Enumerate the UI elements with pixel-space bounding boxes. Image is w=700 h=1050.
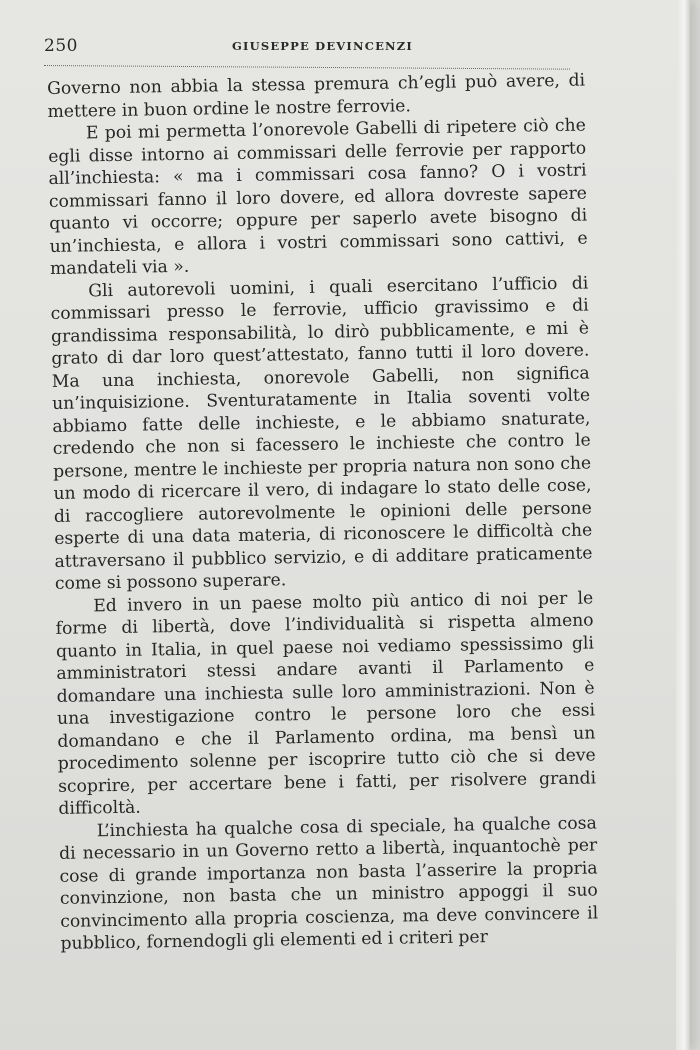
- running-head: [44, 36, 574, 62]
- paragraph-continuation: Governo non abbia la stessa premura ch’egli può avere, di mettere in buon ordine le nostre ferrovie.: [47, 70, 586, 122]
- paragraph: L’inchiesta ha qualche cosa di speciale, ha qualche cosa di necessario in un Governo retto a libertà, inquantochè per cose di grande importanza non basta l’asserire la propria convinzione, non basta che un ministro appoggi il suo convincimento alla propria coscienza, ma deve convincere il pubblico, fornendogli gli elementi ed i criteri per: [59, 812, 599, 954]
- header-rule: [44, 65, 570, 70]
- body-text: [47, 70, 599, 956]
- paragraph: E poi mi permetta l’onorevole Gabelli di ripetere ciò che egli disse intorno ai commissari delle ferrovie per rapporto all’inchiesta: « ma i commissari cosa fanno? O i vostri commissari fanno il loro dovere, ed allora dovreste sapere quanto vi occorre; oppure per saperlo avete bisogno di un’inchiesta, e allora i vostri commissari sono cattivi, e mandateli via ».: [48, 115, 588, 279]
- running-title: GIUSEPPE DEVINCENZI: [232, 39, 413, 53]
- paragraph: Ed invero in un paese molto più antico di noi per le forme di libertà, dove l’individualità si rispetta almeno quanto in Italia, in quel paese noi vediamo spessissimo gli amministratori stessi andare avanti il Parlamento e domandare una inchiesta sulle loro amministrazioni. Non è una investigazione contro le persone loro che essi domandano e che il Parlamento ordina, ma bensì un procedimento solenne per iscoprire tutto ciò che si deve scoprire, per accertare bene i fatti, per risolvere grandi difficoltà.: [55, 587, 597, 819]
- paragraph: Gli autorevoli uomini, i quali esercitano l’ufficio di commissari presso le ferrovie, ufficio gravissimo e di grandissima responsabilità, lo dirò pubblicamente, e mi è grato di dar loro quest’attestato, fanno tutti il loro dovere. Ma una inchiesta, onorevole Gabelli, non significa un’inquisizione. Sventuratamente in Italia soventi volte abbiamo fatte delle inchieste, e le abbiamo snaturate, credendo che non si facessero le inchieste che contro le persone, mentre le inchieste per propria natura non sono che un modo di ricercare il vero, di indagare lo stato delle cose, di raccogliere autorevolmente le opinioni delle persone esperte di una data materia, di riconoscere le difficoltà che attraversano il pubblico servizio, e di additare praticamente come si possono superare.: [50, 273, 593, 594]
- page-edge: [676, 0, 690, 1050]
- page-number: 250: [44, 36, 78, 56]
